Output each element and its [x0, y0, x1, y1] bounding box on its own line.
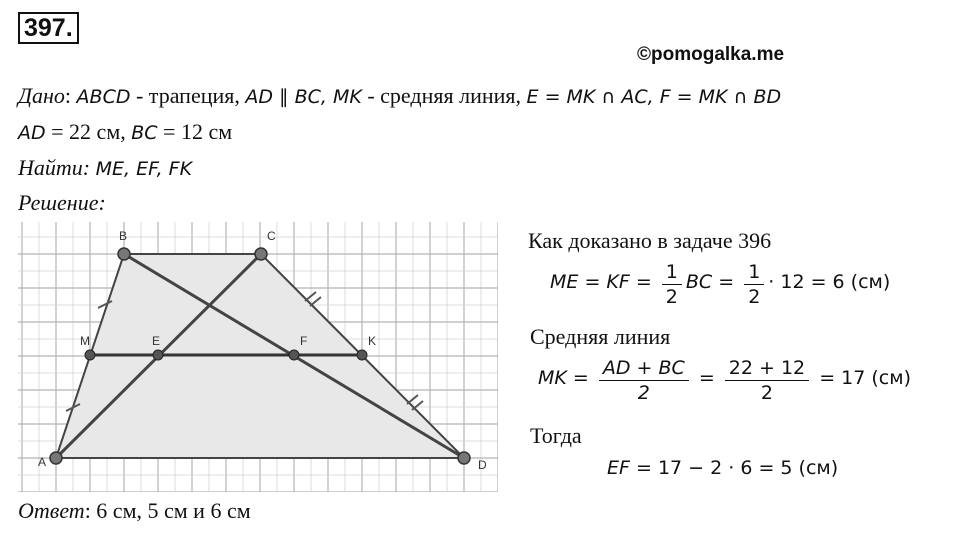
equation-mk — [538, 356, 911, 405]
eq1-mid: BC = — [685, 271, 741, 294]
eq2-frac2-den: 2 — [760, 382, 774, 404]
point-m — [85, 350, 95, 360]
label-f: F — [300, 334, 308, 348]
given-midline-text: - средняя линия, — [361, 83, 527, 108]
eq2-frac2 — [725, 356, 809, 405]
eq1-frac1 — [662, 260, 682, 309]
tick-cd-upper-2 — [310, 297, 321, 306]
given-trap: ABCD — [76, 86, 131, 108]
point-k — [357, 350, 367, 360]
watermark: ©pomogalka.me — [637, 44, 785, 65]
eq3-rhs: 17 − 2 · 6 = 5 (см) — [657, 457, 839, 479]
problem-number: 397. — [18, 12, 79, 44]
find-items: ME, EF, FK — [95, 158, 193, 180]
answer-text: : 6 см, 5 см и 6 см — [84, 498, 251, 523]
eq1-lhs: ME = KF = — [550, 271, 658, 294]
given-trap-text: - трапеция, — [130, 83, 246, 108]
eq1-frac1-num: 1 — [662, 260, 682, 285]
solution-label: Решение: — [18, 190, 106, 215]
tick-cd-lower-1 — [407, 395, 418, 404]
eq2-frac1 — [599, 356, 689, 405]
proved-text: Как доказано в задаче 396 — [528, 228, 772, 253]
label-k: K — [368, 334, 377, 348]
label-m: M — [80, 334, 90, 348]
point-c — [255, 248, 267, 260]
equation-me-kf — [550, 260, 890, 309]
find-line — [18, 155, 192, 181]
midline-text: Средняя линия — [530, 324, 671, 349]
label-b: B — [119, 229, 128, 243]
point-d — [458, 452, 470, 464]
ad-symbol: AD — [18, 122, 46, 144]
given-parallel: AD ∥ BC, MK — [245, 86, 362, 108]
find-label: Найти: — [18, 155, 96, 180]
eq2-frac1-den: 2 — [637, 382, 650, 404]
bc-value: = 12 см — [157, 119, 233, 144]
given-line — [18, 83, 781, 109]
point-a — [50, 452, 62, 464]
point-f — [289, 350, 299, 360]
answer-label: Ответ — [18, 498, 85, 523]
eq2-frac2-num: 22 + 12 — [725, 356, 809, 381]
label-e: E — [152, 334, 161, 348]
eq3-lhs: EF = — [607, 457, 658, 479]
eq2-lhs: MK = — [538, 367, 595, 390]
tick-cd-lower-2 — [412, 401, 423, 410]
eq1-frac2-num: 1 — [744, 260, 764, 285]
lengths-line — [18, 119, 232, 145]
given-intersections: E = MK ∩ AC, F = MK ∩ BD — [526, 86, 782, 108]
trapezoid-diagram — [18, 222, 498, 492]
point-b — [118, 248, 130, 260]
tick-cd-upper-1 — [305, 292, 316, 301]
eq1-frac1-den: 2 — [665, 286, 678, 308]
eq1-frac2-den: 2 — [748, 286, 761, 308]
bc-symbol: BC — [131, 122, 158, 144]
given-sep: : — [64, 83, 77, 108]
eq2-eq: = — [692, 367, 721, 390]
eq2-rhs: = 17 (см) — [813, 367, 911, 390]
eq2-frac1-num: AD + BC — [599, 356, 689, 381]
given-label: Дано — [18, 83, 65, 108]
label-d: D — [478, 458, 487, 472]
ad-value: = 22 см, — [45, 119, 132, 144]
then-text: Тогда — [530, 423, 582, 448]
point-e — [153, 350, 163, 360]
eq1-rhs: · 12 = 6 (см) — [768, 271, 891, 294]
answer-line — [18, 498, 251, 524]
label-c: C — [267, 229, 276, 243]
eq1-frac2 — [744, 260, 764, 309]
label-a: A — [38, 455, 47, 469]
equation-ef — [607, 457, 838, 479]
